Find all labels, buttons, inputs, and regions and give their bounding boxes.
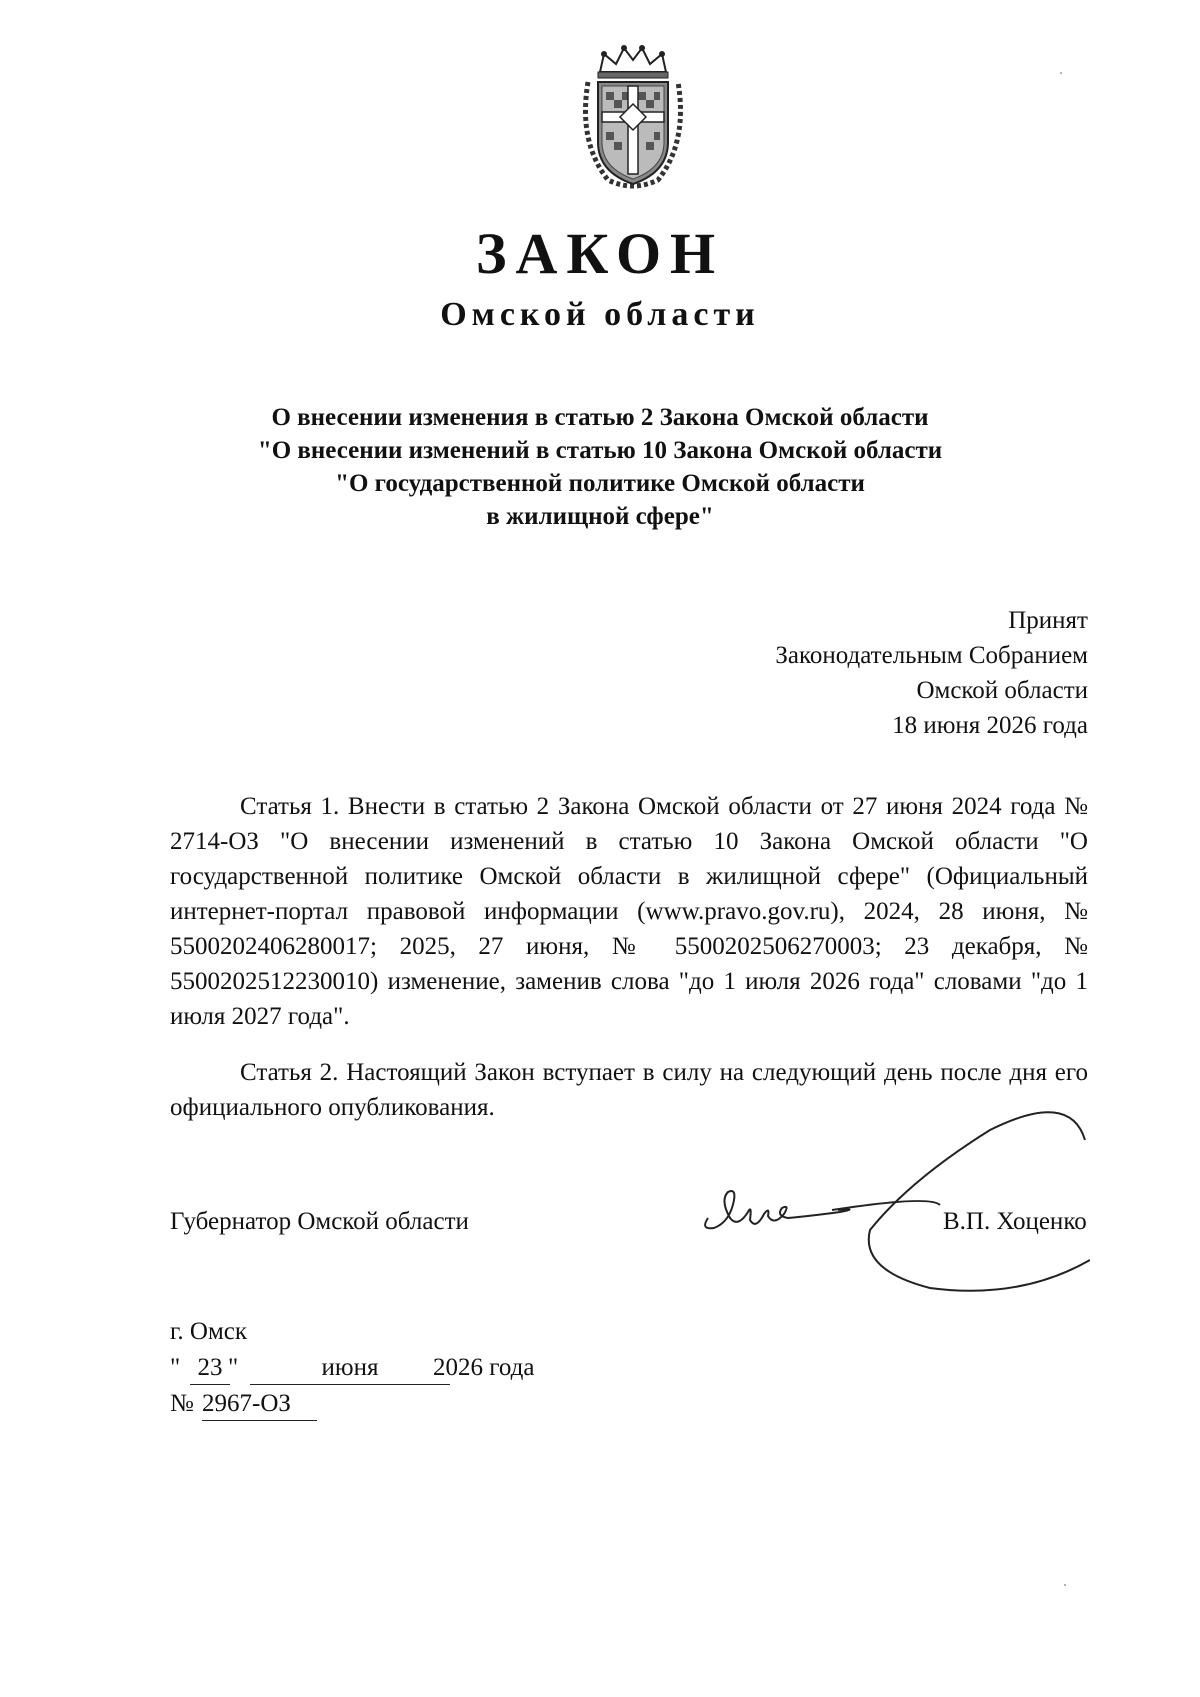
governor-name: В.П. Хоценко — [943, 1208, 1087, 1235]
scan-speck — [1064, 1584, 1066, 1586]
scan-speck — [1060, 72, 1062, 74]
subject-line: "О государственной политике Омской области — [335, 470, 865, 497]
law-region: Омской области — [440, 296, 760, 333]
subject-line: О внесении изменения в статью 2 Закона Омской области — [271, 404, 929, 431]
adoption-block — [775, 603, 1088, 743]
adoption-date: 18 июня 2026 года — [892, 712, 1088, 739]
number-sign: № — [170, 1390, 194, 1417]
law-number-value: 2967-ОЗ — [202, 1390, 317, 1421]
handwritten-signature — [690, 1100, 1090, 1300]
subject-line: в жилищной сфере" — [486, 503, 714, 530]
law-title: ЗАКОН — [475, 221, 725, 286]
place: г. Омск — [170, 1318, 248, 1345]
article-2: Статья 2. Настоящий Закон вступает в силу на следующий день после дня его официального опубликования. — [170, 1059, 1088, 1121]
law-number — [170, 1390, 470, 1425]
quote-close: " — [228, 1354, 239, 1381]
signing-month: июня — [250, 1354, 450, 1385]
adoption-line: Принят — [1008, 607, 1088, 634]
signing-date — [170, 1354, 620, 1389]
signing-day: 23 — [190, 1354, 230, 1385]
governor-title: Губернатор Омской области — [170, 1208, 469, 1235]
article-1: Статья 1. Внести в статью 2 Закона Омской области от 27 июня 2024 года № 2714-ОЗ "О внесении изменений в статью 10 Закона Омской области "О государственной политике Омской области в жилищной сфере" (Официальный интернет-портал правовой информации (www.pravo.gov.ru), 2024, 28 июня, № 5500202406280017; 2025, 27 июня, № 5500202506270003; 23 декабря, № 5500202512230010) изменение, заменив слова "до 1 июля 2026 года" словами "до 1 июля 2027 года". — [170, 793, 1088, 1030]
signing-year: 2026 года — [433, 1354, 535, 1381]
coat-of-arms-emblem — [578, 42, 688, 192]
subject-line: "О внесении изменений в статью 10 Закона Омской области — [257, 437, 943, 464]
adoption-line: Омской области — [916, 677, 1088, 704]
quote-open: " — [170, 1354, 181, 1381]
adoption-line: Законодательным Собранием — [775, 642, 1088, 669]
law-subject — [150, 401, 1050, 533]
